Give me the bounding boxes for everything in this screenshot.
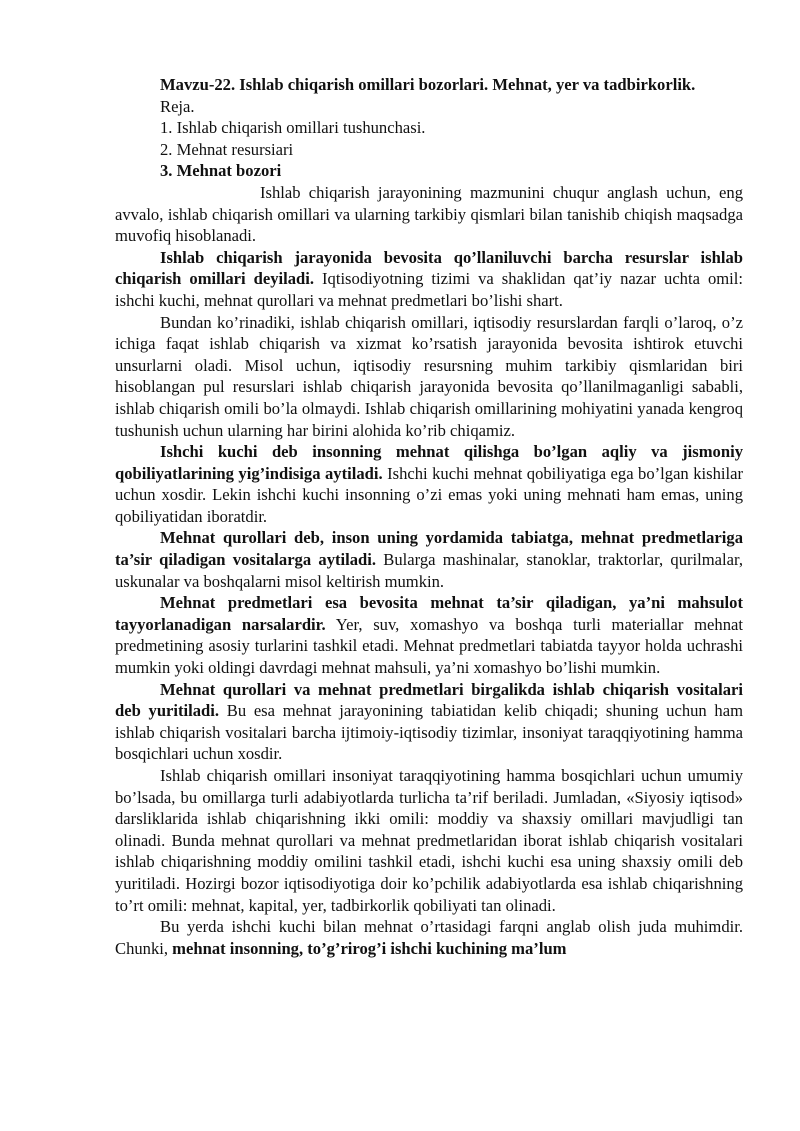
- definition-bold: Ishlab chiqarish jarayonida bevosita qo’llaniluvchi barcha resurslar ishlab chiqarish omillari deyiladi.: [115, 247, 743, 289]
- paragraph-definition-objects: [115, 592, 743, 678]
- paragraph-intro: [115, 182, 743, 247]
- title-text: Mavzu-22. Ishlab chiqarish omillari bozorlari. Mehnat, yer va tadbirkorlik.: [160, 75, 696, 94]
- paragraph-definition-labor-force: [115, 441, 743, 527]
- plan-item-current: [115, 160, 743, 182]
- paragraph-last: [115, 916, 743, 959]
- plan-item: 2. Mehnat resursiari: [160, 139, 294, 159]
- definition-bold: Mehnat qurollari va mehnat predmetlari birgalikda ishlab chiqarish vositalari deb yuritiladi.: [115, 679, 743, 721]
- definition-bold: Mehnat qurollari deb, inson uning yordamida tabiatga, mehnat predmetlariga ta’sir qiladigan vositalarga aytiladi.: [115, 528, 743, 570]
- definition-bold: Mehnat predmetlari esa bevosita mehnat ta’sir qiladigan, ya’ni mahsulot tayyorlanadigan narsalardir.: [115, 593, 743, 634]
- document-title: [115, 74, 743, 96]
- paragraph-text: Bu esa mehnat jarayonining tabiatidan kelib chiqadi; shuning uchun ham ishlab chiqarish vositalari barcha ijtimoiy-iqtisodiy tizimlar, insoniyat taraqqiyotining hamma bosqichlari uchun xosdir.: [115, 701, 743, 764]
- paragraph-text: Bundan ko’rinadiki, ishlab chiqarish omillari, iqtisodiy resurslardan farqli o’laroq, o’z ichiga faqat ishlab chiqarish va xizmat ko’rsatish jarayonida bevosita ishtirok etuvchi unsurlarni oladi. Misol uchun, iqtisodiy resursning muhim tarkibiy qismlaridan biri hisoblangan pul resurslari ishlab chiqarish jarayonida bevosita qo’llanilmaganligi sababli, ishlab chiqarish omili bo’la olmaydi. Ishlab chiqarish omillarining mohiyatini yanada kengroq tushunish uchun ularning har birini alohida ko’rib chiqamiz.: [115, 312, 743, 440]
- paragraph-text: Ishlab chiqarish omillari insoniyat taraqqiyotining hamma bosqichlari uchun umumiy bo’lsada, bu omillarga turli adabiyotlarda turlicha ta’rif beriladi. Jumladan, «Siyosiy iqtisod» darsliklarida ishlab chiqarishning ikki omili: moddiy va shaxsiy omillari mavjudligi tan olinadi. Bunda mehnat qurollari va mehnat predmetlaridan iborat ishlab chiqarish vositalari ishlab chiqarishning moddiy omilini tashkil etadi, ishchi kuchi esa uning shaxsiy omili deb yuritiladi. Hozirgi bozor iqtisodiyotiga doir ko’pchilik adabiyotlarda esa ishlab chiqarishning to’rt omili: mehnat, kapital, yer, tadbirkorlik qobiliyati tan olinadi.: [115, 766, 743, 915]
- paragraph-text: Ishlab chiqarish jarayonining mazmunini chuqur anglash uchun, eng avvalo, ishlab chiqarish omillari va ularning tarkibiy qismlari bilan tanishib chiqish maqsadga muvofiq hisoblanadi.: [115, 182, 743, 246]
- paragraph-text: Bularga mashinalar, stanoklar, traktorlar, qurilmalar, uskunalar va boshqalarni misol keltirish mumkin.: [115, 550, 743, 591]
- definition-bold: mehnat insonning, to’g’rirog’i ishchi kuchining ma’lum: [172, 938, 567, 958]
- paragraph-definition-tools: [115, 527, 743, 592]
- plan-item-bold: 3. Mehnat bozori: [160, 161, 282, 181]
- paragraph-text: Ishchi kuchi mehnat qobiliyatiga ega bo’lgan kishilar uchun xosdir. Lekin ishchi kuchi insonning o’zi emas yoki uning mehnati ham emas, uning qobiliyatidan iboratdir.: [115, 463, 743, 526]
- paragraph-text: Bu yerda ishchi kuchi bilan mehnat o’rtasidagi farqni anglab olish juda muhimdir. Chunki,: [115, 917, 743, 958]
- paragraph: [115, 765, 743, 916]
- paragraph-definition-factors: [115, 247, 743, 312]
- paragraph: [115, 312, 743, 442]
- plan-item: 1. Ishlab chiqarish omillari tushunchasi.: [160, 118, 426, 138]
- paragraph-text: Yer, suv, xomashyo va boshqa turli materiallar mehnat predmetining asosiy turlarini tashkil etadi. Mehnat predmetlari tabiatda tayyor holda uchrashi mumkin yoki oldingi davrdagi mehnat mahsuli, ya’ni xomashyo bo’lishi mumkin.: [115, 614, 743, 678]
- definition-bold: Ishchi kuchi deb insonning mehnat qilishga bo’lgan aqliy va jismoniy qobiliyatlarining yig’indisiga aytiladi.: [115, 442, 743, 483]
- plan-heading: Reja.: [160, 96, 195, 116]
- paragraph-definition-means: [115, 679, 743, 765]
- paragraph-text: Iqtisodiyotning tizimi va shaklidan qat’iy nazar uchta omil: ishchi kuchi, mehnat qurollari va mehnat predmetlari bo’lishi shart.: [115, 269, 743, 310]
